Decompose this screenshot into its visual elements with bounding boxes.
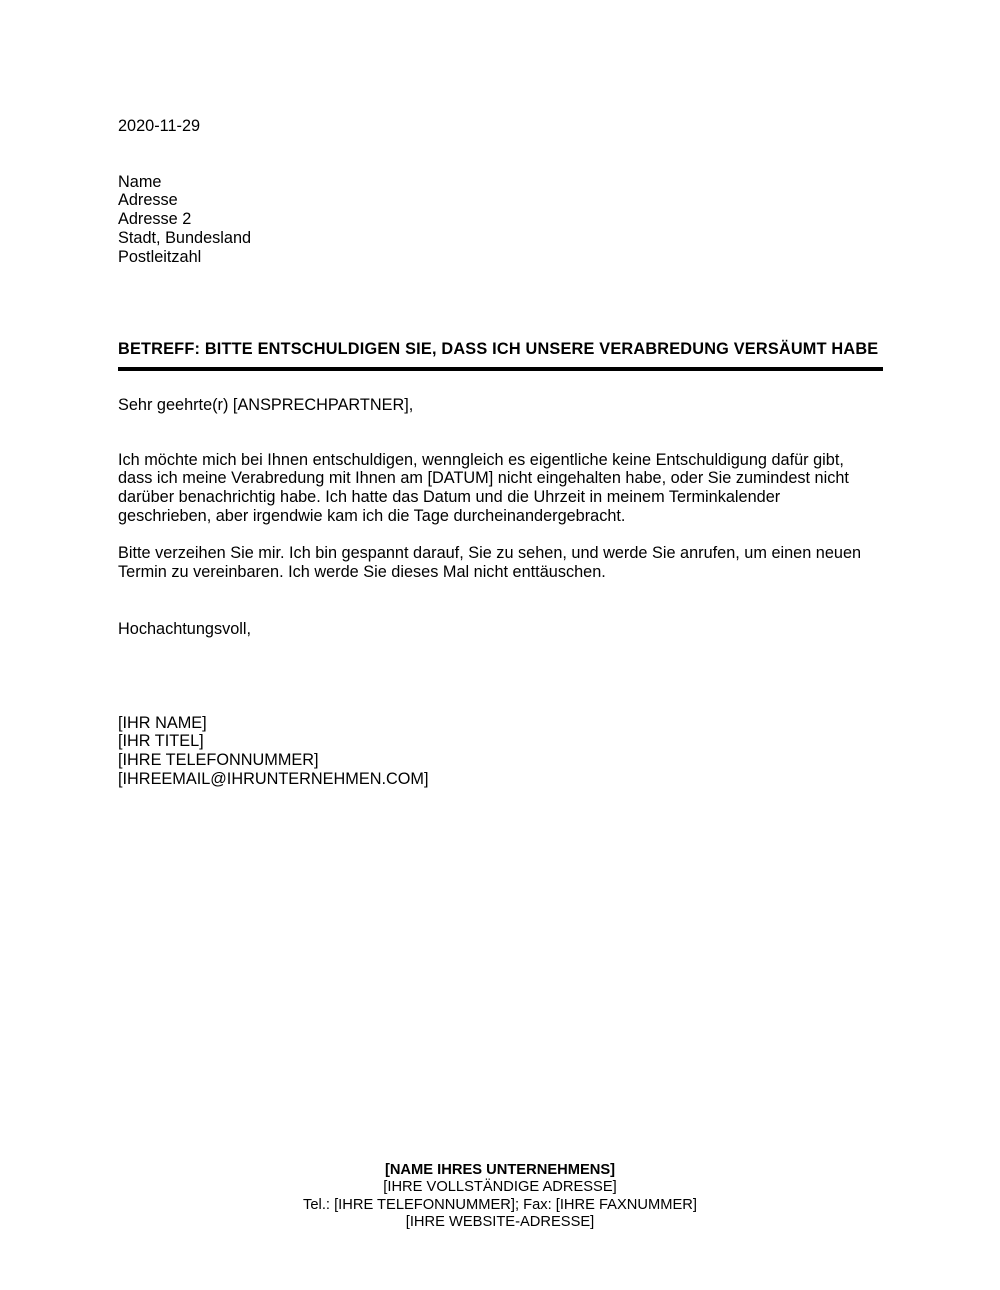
body-paragraph-2: [118, 544, 883, 581]
footer-website: [IHRE WEBSITE-ADRESSE]: [405, 1213, 595, 1230]
footer-phone-fax: Tel.: [IHRE TELEFONNUMMER]; Fax: [IHRE FAXNUMMER]: [303, 1196, 697, 1213]
subject-line: BETREFF: BITTE ENTSCHULDIGEN SIE, DASS ICH UNSERE VERABREDUNG VERSÄUMT HABE: [118, 340, 879, 359]
footer-company-name: [NAME IHRES UNTERNEHMENS]: [384, 1162, 616, 1178]
footer-company-address: [IHRE VOLLSTÄNDIGE ADRESSE]: [383, 1179, 617, 1196]
recipient-postal-code: Postleitzahl: [118, 247, 202, 266]
recipient-address-2: Adresse 2: [118, 210, 192, 229]
paragraph-line: darüber benachrichtig habe. Ich hatte das Datum und die Uhrzeit in meinem Terminkalender: [118, 488, 781, 507]
letter-date: 2020-11-29: [118, 117, 201, 135]
salutation: Sehr geehrte(r) [ANSPRECHPARTNER],: [118, 395, 414, 414]
subject-divider-rule: [118, 367, 883, 371]
signature-block: [118, 714, 883, 789]
letter-body-area: [118, 0, 883, 788]
recipient-name: Name: [118, 172, 162, 191]
paragraph-line: geschrieben, aber irgendwie kam ich die Tage durcheinandergebracht.: [118, 506, 626, 525]
paragraph-line: dass ich meine Verabredung mit Ihnen am [DATUM] nicht eingehalten habe, oder Sie zumindest nicht: [118, 469, 849, 488]
signature-phone: [IHRE TELEFONNUMMER]: [118, 750, 319, 769]
recipient-address-block: [118, 173, 883, 267]
signature-title: [IHR TITEL]: [118, 732, 204, 751]
recipient-city-state: Stadt, Bundesland: [118, 228, 252, 247]
recipient-address-1: Adresse: [118, 191, 178, 210]
paragraph-line: Termin zu vereinbaren. Ich werde Sie dieses Mal nicht enttäuschen.: [118, 563, 606, 582]
signature-email: [IHREEMAIL@IHRUNTERNEHMEN.COM]: [118, 769, 429, 788]
company-footer: [0, 1162, 1000, 1231]
body-paragraph-1: [118, 451, 883, 526]
signature-name: [IHR NAME]: [118, 713, 207, 732]
closing-phrase: Hochachtungsvoll,: [118, 619, 252, 638]
paragraph-line: Bitte verzeihen Sie mir. Ich bin gespannt darauf, Sie zu sehen, und werde Sie anrufen, um einen neuen: [118, 544, 862, 563]
paragraph-line: Ich möchte mich bei Ihnen entschuldigen, wenngleich es eigentliche keine Entschuldigung dafür gibt,: [118, 450, 844, 469]
